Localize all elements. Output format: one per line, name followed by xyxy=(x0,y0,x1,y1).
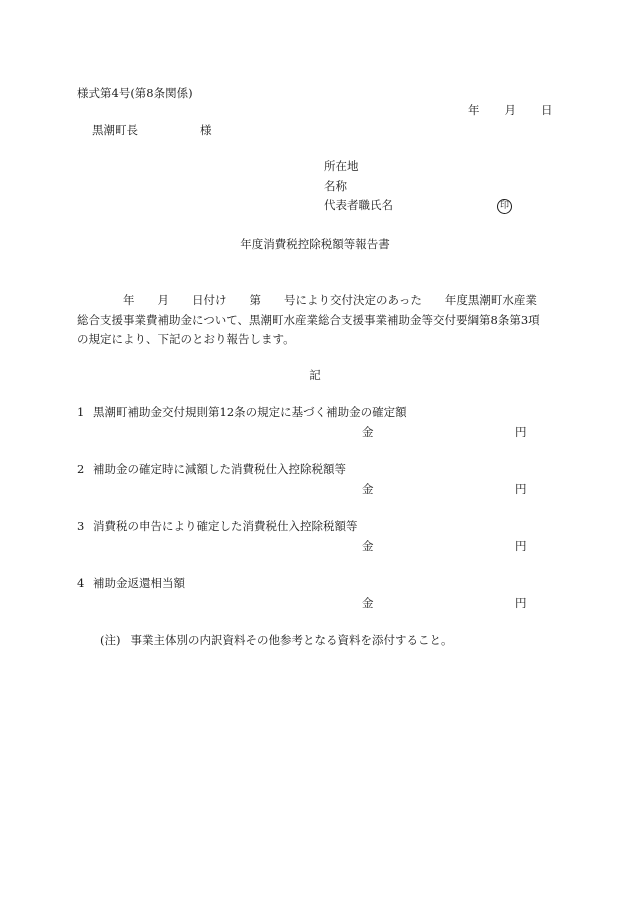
addressee xyxy=(92,123,212,137)
body-line-2: 総合支援事業費補助金について、黒潮町水産業総合支援事業補助金等交付要綱第8条第3項 xyxy=(77,312,540,327)
item-4-amount-prefix: 金 xyxy=(362,596,374,610)
addressee-honorific: 様 xyxy=(200,123,212,137)
item-1 xyxy=(77,405,407,419)
representative-label: 代表者職氏名 xyxy=(324,198,393,212)
item-2-amount-prefix: 金 xyxy=(362,482,374,496)
seal-mark: 印 xyxy=(497,199,512,214)
date-day: 日 xyxy=(541,103,553,117)
note-tag: (注) xyxy=(100,633,121,647)
item-3-amount-prefix: 金 xyxy=(362,539,374,553)
item-label: 消費税の申告により確定した消費税仕入控除税額等 xyxy=(93,519,358,533)
item-2 xyxy=(77,462,346,476)
item-number: 4 xyxy=(77,576,85,590)
item-label: 黒潮町補助金交付規則第12条の規定に基づく補助金の確定額 xyxy=(93,405,407,419)
ki-heading: 記 xyxy=(309,368,321,382)
item-3 xyxy=(77,519,358,533)
item-label: 補助金返還相当額 xyxy=(93,576,185,590)
address-label: 所在地 xyxy=(324,159,359,173)
note-text: 事業主体別の内訳資料その他参考となる資料を添付すること。 xyxy=(130,633,453,647)
item-number: 1 xyxy=(77,405,85,419)
applicant-block xyxy=(324,159,512,218)
item-1-amount-prefix: 金 xyxy=(362,425,374,439)
date-month: 月 xyxy=(504,103,516,117)
item-2-unit: 円 xyxy=(515,482,527,496)
item-4 xyxy=(77,576,185,590)
item-number: 3 xyxy=(77,519,85,533)
item-4-unit: 円 xyxy=(515,596,527,610)
name-label: 名称 xyxy=(324,178,347,193)
item-label: 補助金の確定時に減額した消費税仕入控除税額等 xyxy=(93,462,346,476)
report-body xyxy=(77,291,557,350)
addressee-name: 黒潮町長 xyxy=(92,123,138,137)
document-title: 年度消費税控除税額等報告書 xyxy=(240,237,390,251)
representative-row xyxy=(324,198,512,218)
body-line-3: の規定により、下記のとおり報告します。 xyxy=(77,332,295,346)
body-line-1: 年 月 日付け 第 号により交付決定のあった 年度黒潮町水産業 xyxy=(77,293,537,307)
item-1-unit: 円 xyxy=(515,425,527,439)
item-number: 2 xyxy=(77,462,85,476)
date-year: 年 xyxy=(468,103,480,117)
item-3-unit: 円 xyxy=(515,539,527,553)
form-number: 様式第4号(第8条関係) xyxy=(77,86,193,100)
note xyxy=(100,633,452,647)
date-line xyxy=(468,103,553,117)
